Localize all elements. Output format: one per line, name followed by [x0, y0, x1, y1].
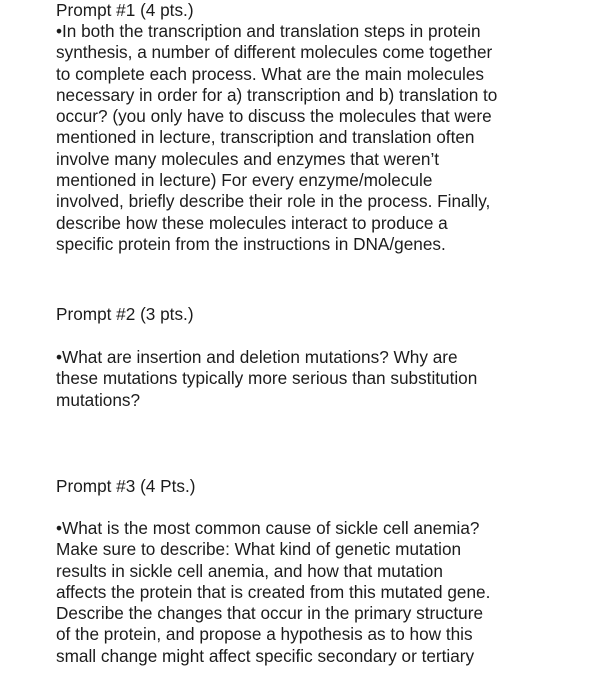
prompt-3-heading: Prompt #3 (4 Pts.) [56, 476, 196, 496]
prompt-1-line: occur? (you only have to discuss the molecules that were [56, 106, 492, 127]
prompt-1-line: mentioned in lecture, transcription and translation often [56, 127, 475, 148]
prompt-1-line: mentioned in lecture) For every enzyme/molecule [56, 170, 433, 191]
prompt-2-line: mutations? [56, 389, 141, 410]
prompt-1-line: describe how these molecules interact to produce a [56, 212, 448, 233]
prompt-3-line: Make sure to describe: What kind of genetic mutation [56, 539, 462, 560]
prompt-1-line: involved, briefly describe their role in the process. Finally, [56, 191, 491, 212]
prompt-2-line: •What are insertion and deletion mutations? Why are [56, 347, 458, 367]
prompt-1-line: involve many molecules and enzymes that weren’t [56, 148, 440, 169]
prompt-1-line: to complete each process. What are the main molecules [56, 63, 484, 84]
prompt-1-line: •In both the transcription and translation steps in protein [56, 21, 481, 41]
prompt-3-line: results in sickle cell anemia, and how that mutation [56, 560, 443, 581]
prompt-1-line: synthesis, a number of different molecules come together [56, 42, 493, 63]
prompt-1-heading: Prompt #1 (4 pts.) [56, 0, 194, 20]
prompt-3-line: small change might affect specific secondary or tertiary [56, 645, 475, 666]
prompt-3-line: Describe the changes that occur in the primary structure [56, 603, 484, 624]
prompt-3-line: •What is the most common cause of sickle cell anemia? [56, 518, 480, 538]
prompt-1-line: necessary in order for a) transcription and b) translation to [56, 84, 498, 105]
prompt-2-body [56, 347, 477, 411]
prompt-2-heading: Prompt #2 (3 pts.) [56, 304, 194, 324]
prompt-3-line: of the protein, and propose a hypothesis as to how this [56, 624, 473, 645]
prompt-3-line: affects the protein that is created from this mutated gene. [56, 581, 491, 602]
prompt-1-line: specific protein from the instructions in DNA/genes. [56, 233, 446, 254]
prompt-2-line: these mutations typically more serious than substitution [56, 368, 478, 389]
prompt-1-body [56, 21, 497, 255]
prompt-3-body [56, 518, 490, 667]
